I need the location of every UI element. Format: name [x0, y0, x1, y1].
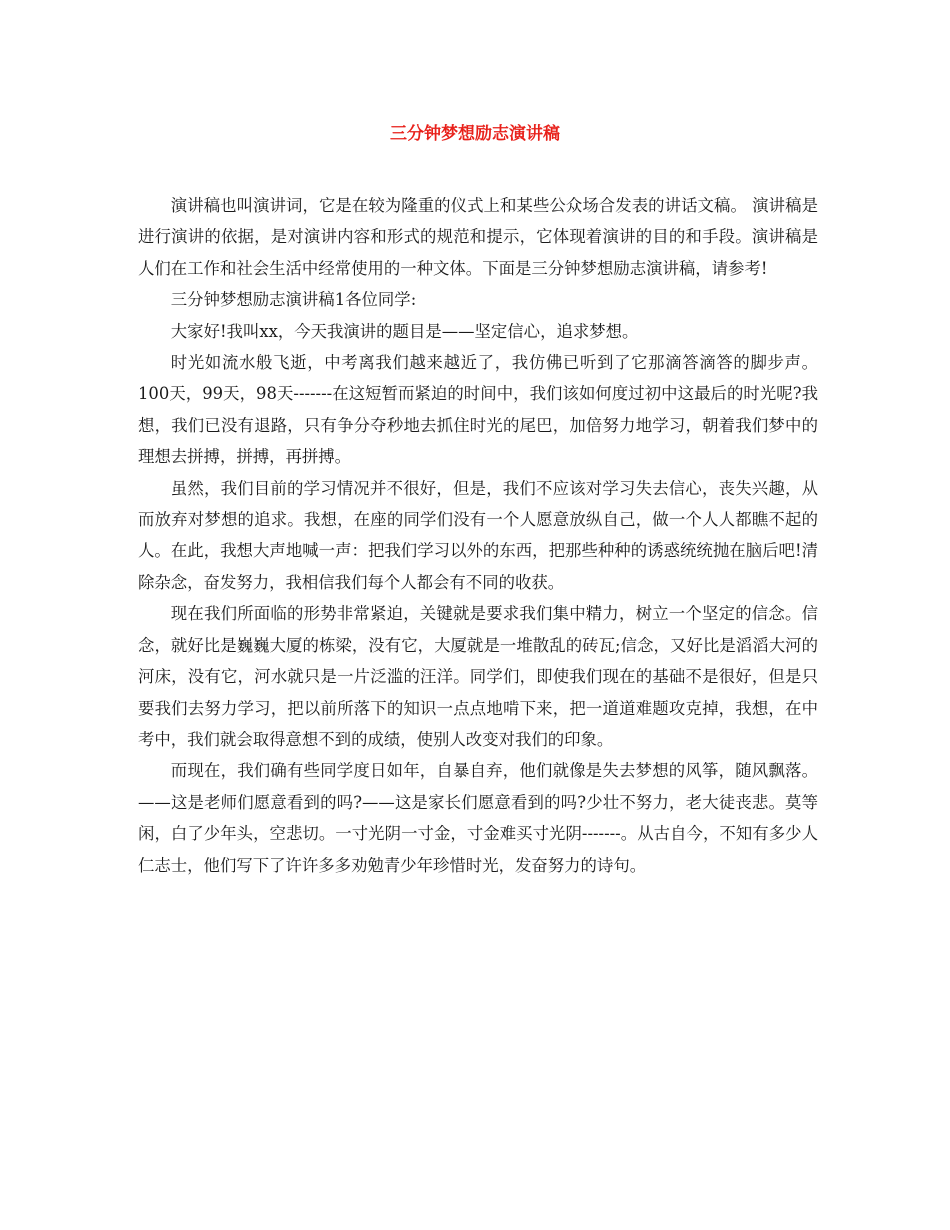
- paragraph-speech-heading: 三分钟梦想励志演讲稿1各位同学:: [170, 290, 417, 310]
- paragraph-time: 时光如流水般飞逝，中考离我们越来越近了，我仿佛已听到了它那滴答滴答的脚步声。100天，99天，98天-------在这短暂而紧迫的时间中，我们该如何度过初中这最后的时光呢?我想，我们已没有退路，只有争分夺秒地去抓住时光的尾巴，加倍努力地学习，朝着我们梦中的理想去拼搏，拼搏，再拼搏。: [138, 353, 818, 467]
- paragraph-greeting: 大家好!我叫xx，今天我演讲的题目是——坚定信心，追求梦想。: [170, 321, 639, 341]
- document-body: [138, 190, 818, 881]
- paragraph-belief: 现在我们所面临的形势非常紧迫，关键就是要求我们集中精力，树立一个坚定的信念。信念，就好比是巍巍大厦的栋梁，没有它，大厦就是一堆散乱的砖瓦;信念，又好比是滔滔大河的河床，没有它，河水就只是一片泛滥的汪洋。同学们，即使我们现在的基础不是很好，但是只要我们去努力学习，把以前所落下的知识一点点地啃下来，把一道道难题攻克掉，我想，在中考中，我们就会取得意想不到的成绩，使别人改变对我们的印象。: [138, 604, 818, 749]
- paragraph-confidence: 虽然，我们目前的学习情况并不很好，但是，我们不应该对学习失去信心，丧失兴趣，从而放弃对梦想的追求。我想，在座的同学们没有一个人愿意放纵自己，做一个人人都瞧不起的人。在此，我想大声地喊一声：把我们学习以外的东西，把那些种种的诱惑统统抛在脑后吧!清除杂念，奋发努力，我相信我们每个人都会有不同的收获。: [138, 478, 818, 592]
- paragraph-intro: 演讲稿也叫演讲词，它是在较为隆重的仪式上和某些公众场合发表的讲话文稿。 演讲稿是进行演讲的依据，是对演讲内容和形式的规范和提示，它体现着演讲的目的和手段。演讲稿是人们在工作和社会生活中经常使用的一种文体。下面是三分钟梦想励志演讲稿，请参考!: [138, 196, 818, 278]
- document-title: 三分钟梦想励志演讲稿: [390, 124, 560, 144]
- paragraph-now: 而现在，我们确有些同学度日如年，自暴自弃，他们就像是失去梦想的风筝，随风飘落。——这是老师们愿意看到的吗?——这是家长们愿意看到的吗?少壮不努力，老大徒丧悲。莫等闲，白了少年头，空悲切。一寸光阴一寸金，寸金难买寸光阴-------。从古自今，不知有多少人仁志士，他们写下了许许多多劝勉青少年珍惜时光，发奋努力的诗句。: [138, 761, 818, 875]
